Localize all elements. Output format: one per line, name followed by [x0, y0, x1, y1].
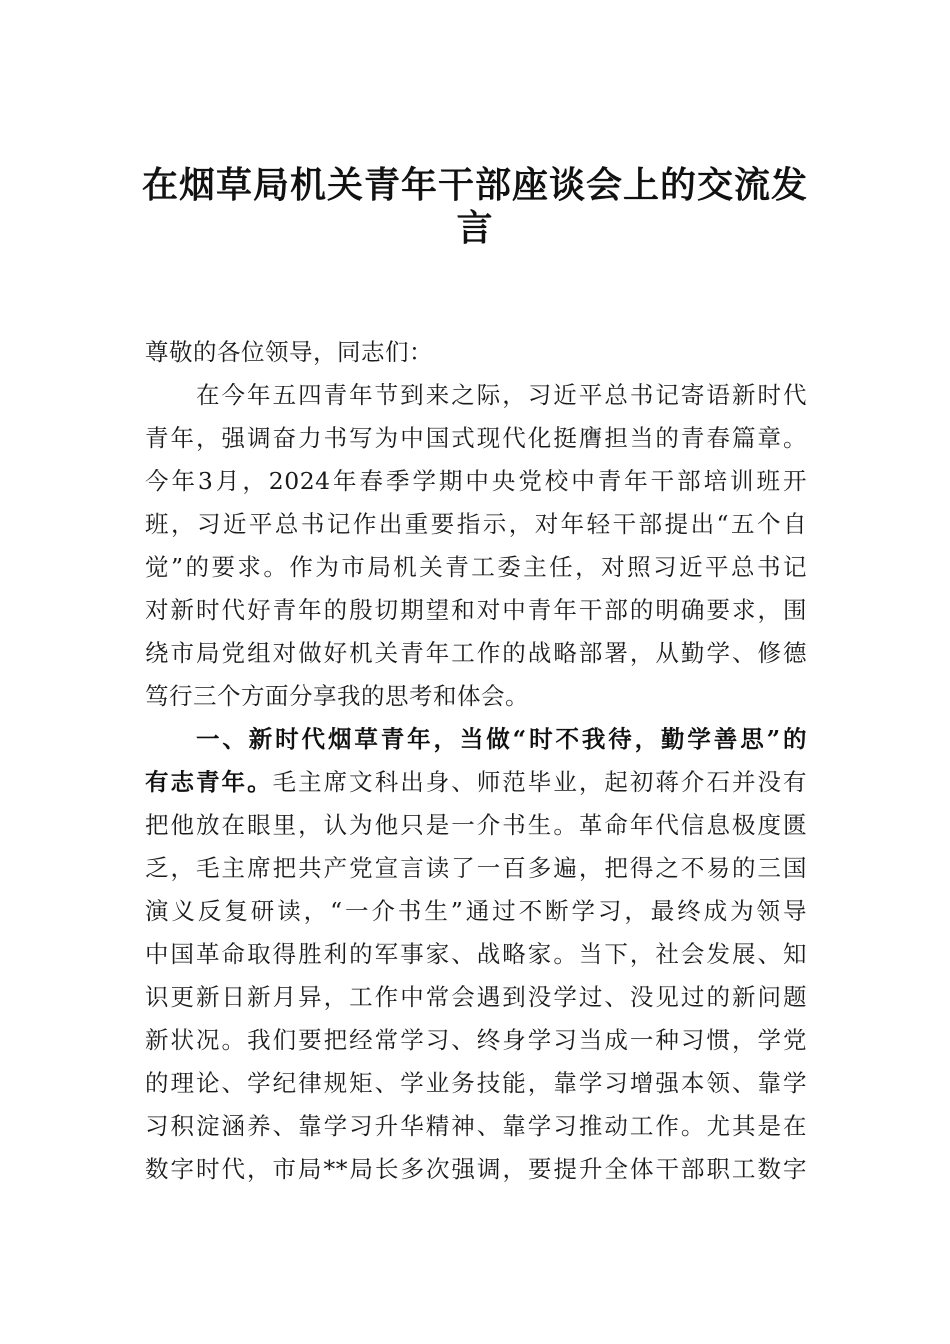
paragraph-1-line: 今年3月，2024年春季学期中央党校中青年干部培训班开 — [145, 467, 807, 495]
paragraph-1-line: 青年，强调奋力书写为中国式现代化挺膺担当的青春篇章。 — [145, 424, 807, 452]
section-1-heading-end: 有志青年。 — [145, 768, 273, 796]
section-1-body-line: 的理论、学纪律规矩、学业务技能，靠学习增强本领、靠学 — [145, 1069, 807, 1097]
paragraph-1-line: 觉”的要求。作为市局机关青工委主任，对照习近平总书记 — [145, 553, 807, 581]
section-1-body-line: 习积淀涵养、靠学习升华精神、靠学习推动工作。尤其是在 — [145, 1112, 807, 1140]
paragraph-1-line: 在今年五四青年节到来之际，习近平总书记寄语新时代 — [196, 381, 807, 409]
section-1-body-line: 演义反复研读，“一介书生”通过不断学习，最终成为领导 — [145, 897, 807, 925]
section-1-body-start: 毛主席文科出身、师范毕业，起初蒋介石并没有 — [272, 768, 808, 796]
section-1-heading-continuation — [145, 767, 807, 797]
section-1-body-line: 识更新日新月异，工作中常会遇到没学过、没见过的新问题 — [145, 983, 807, 1011]
section-1-body-line: 中国革命取得胜利的军事家、战略家。当下，社会发展、知 — [145, 940, 807, 968]
section-1-body-line: 把他放在眼里，认为他只是一介书生。革命年代信息极度匮 — [145, 811, 807, 839]
section-1-heading: 一、新时代烟草青年，当做“时不我待，勤学善思”的 — [196, 725, 807, 753]
section-1-body-line: 数字时代，市局**局长多次强调，要提升全体干部职工数字 — [145, 1155, 807, 1183]
document-title-line-1: 在烟草局机关青年干部座谈会上的交流发 — [141, 164, 808, 206]
paragraph-1-line: 对新时代好青年的殷切期望和对中青年干部的明确要求，围 — [145, 596, 807, 624]
salutation: 尊敬的各位领导，同志们： — [145, 338, 433, 366]
paragraph-1-line: 绕市局党组对做好机关青年工作的战略部署，从勤学、修德 — [145, 639, 807, 667]
section-1-body-line: 乏，毛主席把共产党宣言读了一百多遍，把得之不易的三国 — [145, 854, 807, 882]
document-title-line-2: 言 — [456, 207, 494, 249]
paragraph-1-line: 班，习近平总书记作出重要指示，对年轻干部提出“五个自 — [145, 510, 807, 538]
paragraph-1-line: 笃行三个方面分享我的思考和体会。 — [145, 682, 529, 710]
section-1-body-line: 新状况。我们要把经常学习、终身学习当成一种习惯，学党 — [145, 1026, 807, 1054]
